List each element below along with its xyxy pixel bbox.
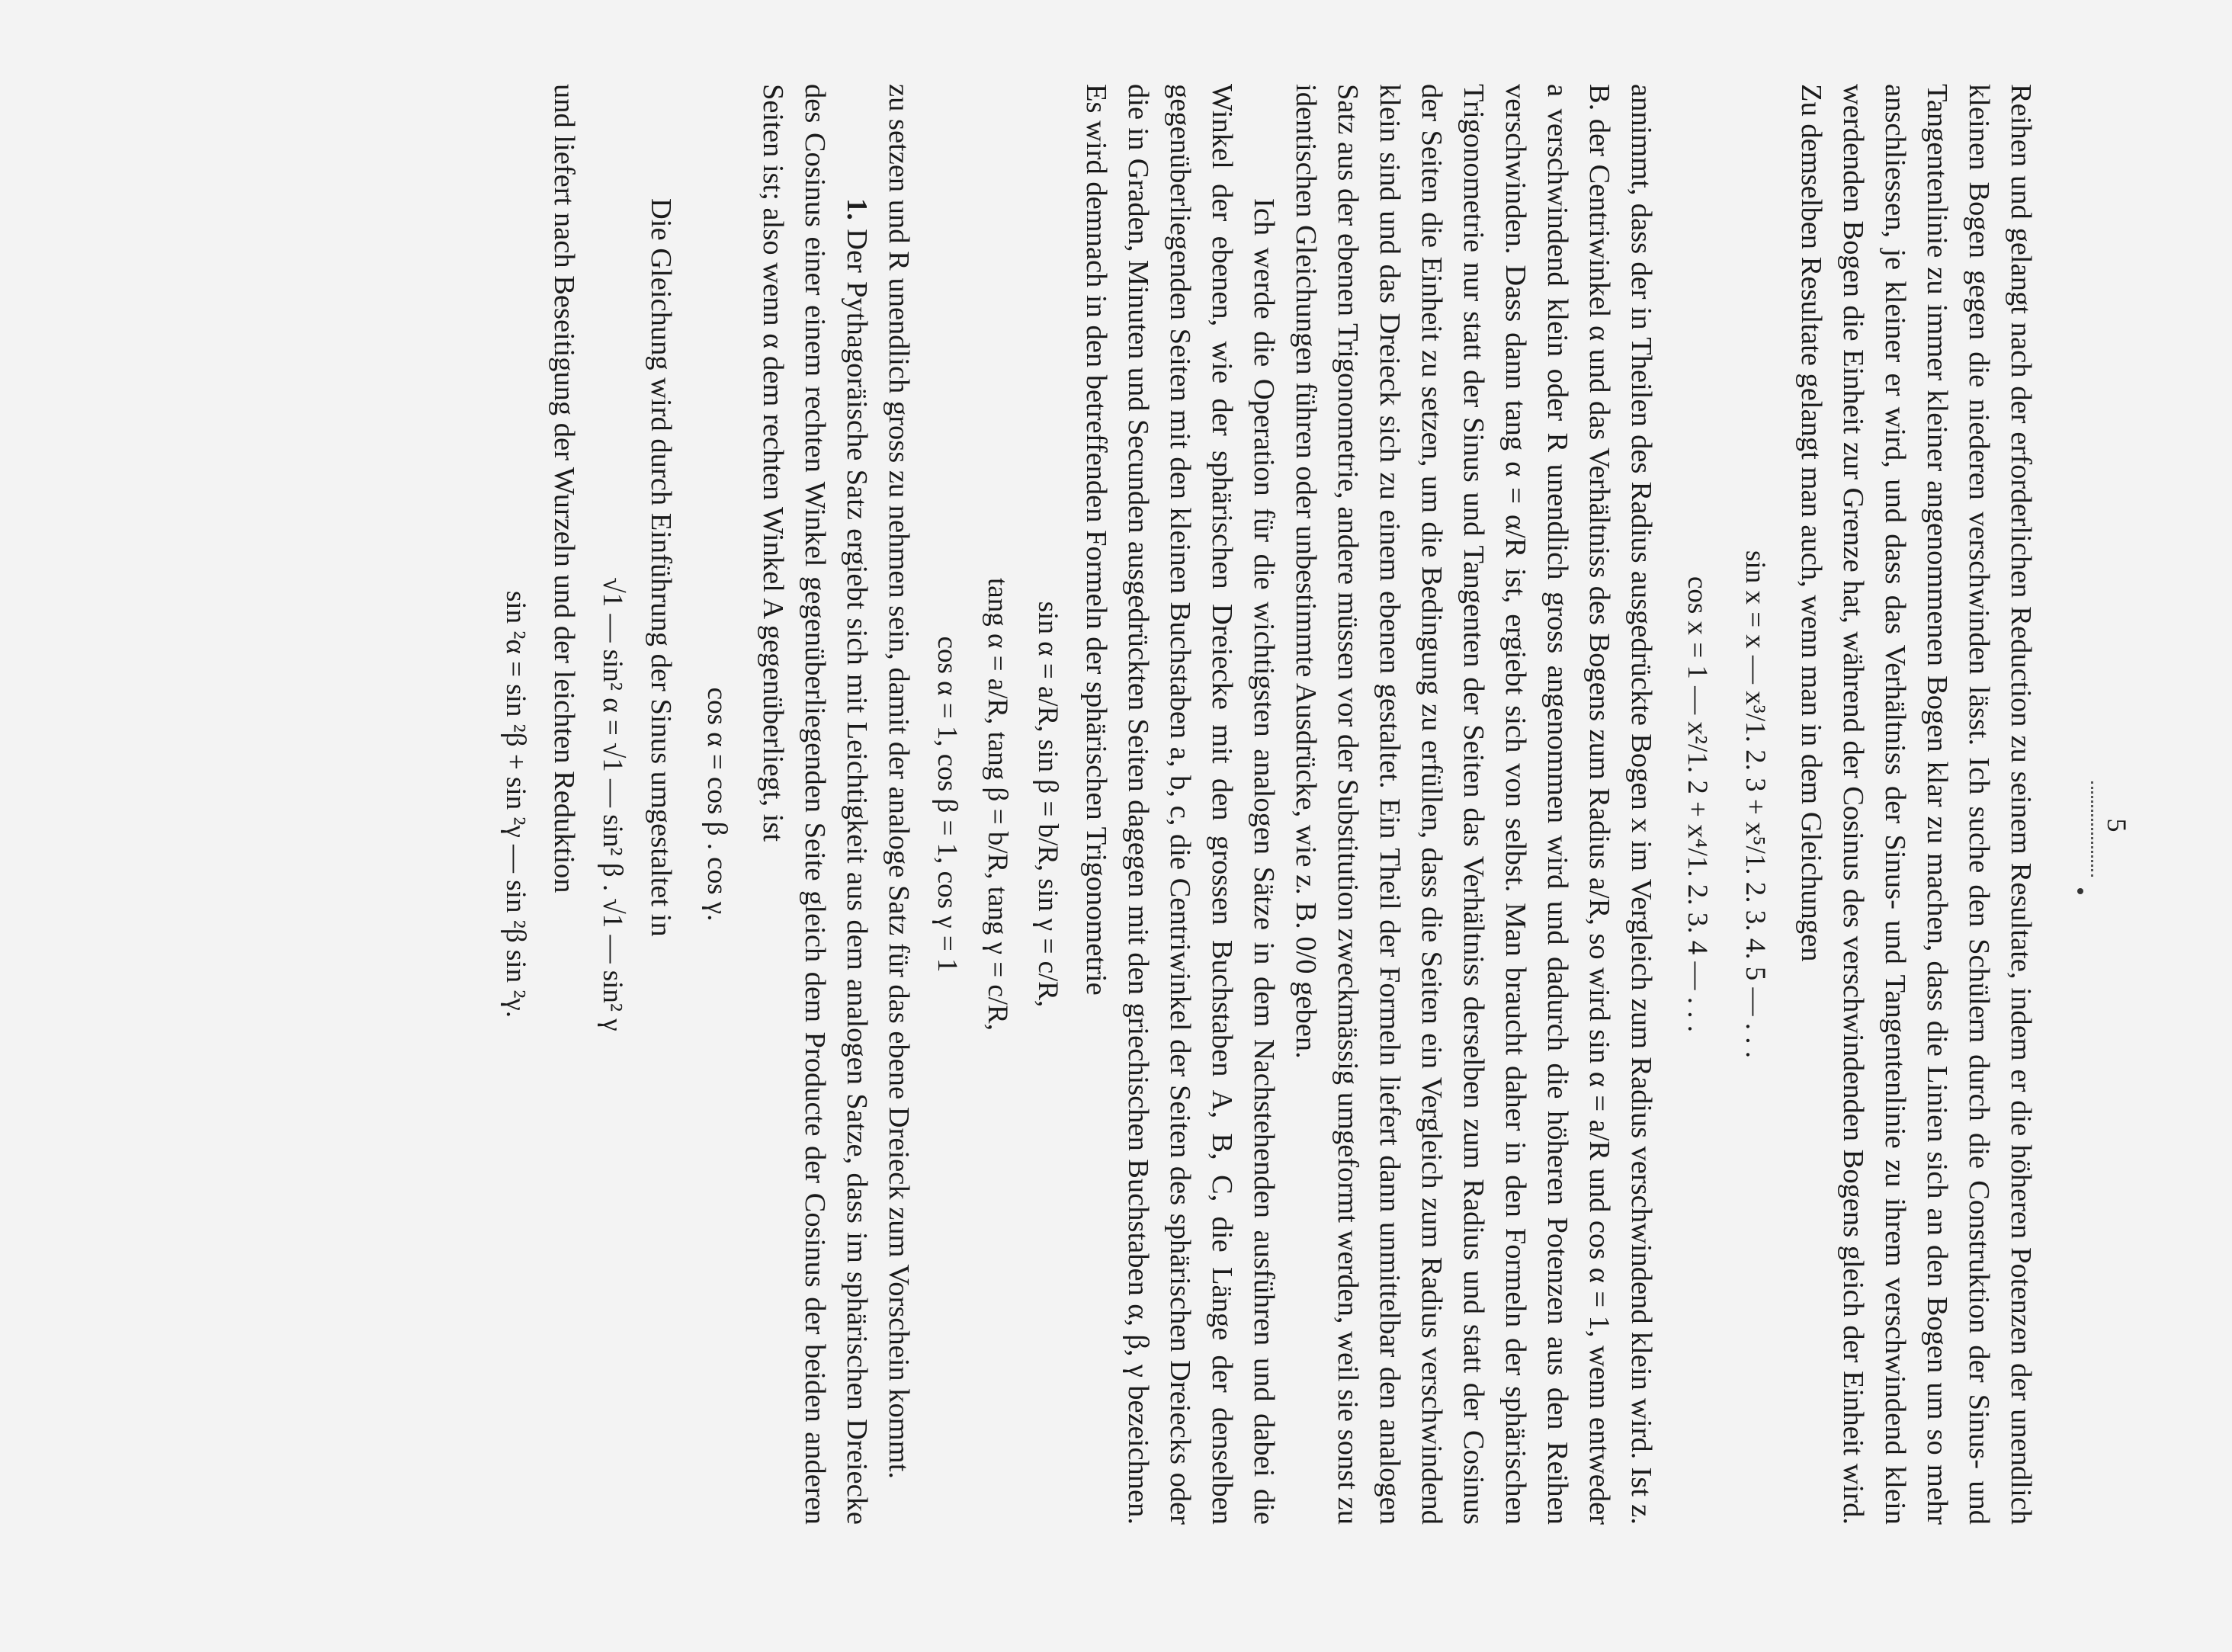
paragraph-reduction: Reihen und gelangt nach der erforderlichen Reduction zu seinem Resultate, indem er die höheren Potenzen der unendlich kleinen Bogen gegen die niederen verschwinden lässt. Ich suche den Schülern durch die Construktion der Sinus- und Tangentenlinie zu immer kleiner angenommenen Bogen klar zu machen, dass die Linien sich an den Bogen um so mehr anschliessen, je kleiner er wird, und dass das Verhältniss der Sinus- und Tangentenlinie zu ihrem verschwindend klein werdenden Bogen die Einheit zur Grenze hat, während der Cosinus des verschwindenden Bogens gleich der Einheit wird. Zu demselben Resultate gelangt man auch, wenn man in dem Gleichungen: [1795, 84, 2037, 1525]
paragraph-result: und liefert nach Beseitigung der Wurzeln und der leichten Reduktion: [548, 84, 580, 893]
formula-substitution-tang: tang α = a/R, tang β = b/R, tang γ = c/R,: [982, 578, 1013, 1031]
formula-substitution-cos: cos α = 1, cos β = 1, cos γ = 1: [932, 636, 963, 973]
header-rule: [2091, 781, 2093, 877]
formula-pythagoras-result: sin ²α = sin ²β + sin ²γ — sin ²β sin ²γ.: [500, 590, 531, 1018]
ink-dot: [2077, 888, 2083, 894]
formula-pythagoras-cos: cos α = cos β . cos γ.: [701, 687, 733, 922]
paragraph-pythagoras: [752, 84, 877, 1525]
formula-substitution-sin: sin α = a/R, sin β = b/R, sin γ = c/R,: [1032, 601, 1063, 1008]
formula-cos-series: cos x = 1 — x²/1. 2 + x⁴/1. 2. 3. 4 — . . .: [1682, 576, 1713, 1033]
section-number: 1.: [841, 198, 873, 220]
paragraph-operation: Ich werde die Operation für die wichtigsten analogen Sätze in dem Nachstehenden ausführen und dabei die Winkel der ebenen, wie der sphärischen Dreiecke mit den grossen Buchstaben A, B, C, die Länge der denselben gegenüberliegenden Seiten mit den kleinen Buchstaben a, b, c, die Centriwinkel der Seiten des sphärischen Dreiecks oder die in Graden, Minuten und Secunden ausgedrückten Seiten dagegen mit den griechischen Buchstaben α, β, γ bezeichnen. Es wird demnach in den betreffenden Formeln der sphärischen Trigonometrie: [1080, 84, 1280, 1525]
page-number: 5: [2102, 818, 2132, 834]
formula-sin-series: sin x = x — x³/1. 2. 3 + x⁵/1. 2. 3. 4. 5 — . . .: [1740, 550, 1771, 1058]
body-text: [488, 84, 2041, 1525]
paragraph-equation: Die Gleichung wird durch Einführung der Sinus umgestaltet in: [645, 198, 677, 937]
paragraph-limit: zu setzen und R unendlich gross zu nehmen sein, damit der analoge Satz für das ebene Dreieck zum Vorschein kommt.: [883, 84, 915, 1480]
paragraph-radius: annimmt, dass der in Theilen des Radius ausgedrückte Bogen x im Vergleich zum Radius verschwindend klein wird. Ist z. B. der Centriwinkel α und das Verhältniss des Bogens zum Radius a/R, so wird sin α = a/R und cos α = 1, wenn entweder a verschwindend klein oder R unendlich gross angenommen wird und dadurch die höheren Potenzen aus den Reihen verschwinden. Dass dann tang α = α/R ist, ergiebt sich von selbst. Man braucht daher in den Formeln der sphärischen Trigonometrie nur statt der Sinus und Tangenten der Seiten das Verhältniss derselben zum Radius und statt der Cosinus der Seiten die Einheit zu setzen, um die Bedingung zu erfüllen, dass die Seiten ein Vergleich zum Radius verschwindend klein sind und das Dreieck sich zu einem ebenen gestaltet. Ein Theil der Formeln liefert dann unmittelbar den analogen Satz aus der ebenen Trigonometrie, andere müssen vor der Substitution zweckmässig umgeformt werden, weil sie sonst zu identischen Gleichungen führen oder unbestimmte Ausdrücke, wie z. B. 0/0 geben.: [1290, 84, 1657, 1525]
formula-pythagoras-sqrt: √1 — sin² α = √1 — sin² β . √1 — sin² γ: [597, 577, 628, 1031]
paragraph-pythagoras-text: Der Pythagoräische Satz ergiebt sich mit Leichtigkeit aus dem analogen Satze, dass im sphärischen Dreiecke des Cosinus einer einem rechten Winkel gegenüberliegenden Seite gleich dem Producte der Cosinus der beiden anderen Seiten ist; also wenn α dem rechten Winkel A gegenüberliegt, ist: [757, 84, 873, 1525]
